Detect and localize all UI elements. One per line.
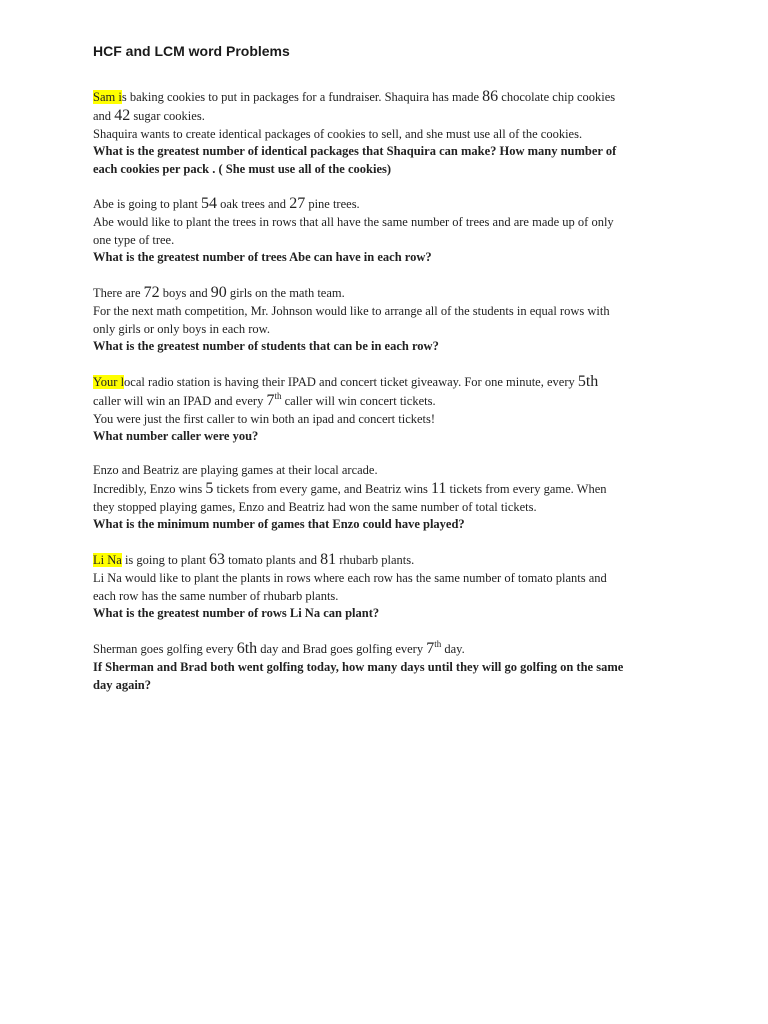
problem-text-line [93, 640, 678, 659]
number-value: 11 [431, 479, 447, 497]
question-text: What is the greatest number of trees Abe can have in each row? [93, 250, 432, 265]
number-value: 5th [577, 373, 599, 390]
problem-text-line [93, 195, 678, 214]
number-value: 7 [266, 391, 275, 409]
text-segment: caller will win an IPAD and every [93, 393, 267, 408]
text-segment: day and Brad goes golfing every [257, 642, 427, 656]
text-segment: Enzo and Beatriz are playing games at their local arcade. [93, 463, 378, 477]
word-problem [93, 88, 678, 179]
text-segment: each row has the same number of rhubarb plants. [93, 588, 339, 603]
number-value: 7 [426, 640, 435, 657]
highlighted-text: Li Na [93, 553, 122, 567]
problem-text-line [93, 232, 678, 250]
question-text: What is the minimum number of games that Enzo could have played? [93, 517, 465, 532]
word-problem [93, 551, 678, 623]
text-segment: For the next math competition, Mr. Johnson would like to arrange all of the students in equal rows with [93, 303, 610, 318]
text-segment: You were just the first caller to win both an ipad and concert tickets! [93, 411, 436, 426]
problem-text-line [93, 480, 678, 499]
highlighted-text: Your l [93, 375, 125, 389]
text-segment: tomato plants and [224, 553, 321, 567]
word-problem [93, 284, 678, 356]
text-segment: rhubarb plants. [336, 553, 415, 567]
problem-text-line [93, 588, 678, 606]
problem-text-line [93, 392, 678, 411]
question-text: If Sherman and Brad both went golfing today, how many days until they will go golfing on the same [93, 659, 624, 674]
text-segment: Abe is going to plant [93, 197, 201, 211]
problem-text-line [93, 411, 678, 429]
text-segment: pine trees. [305, 197, 360, 211]
text-segment: caller will win concert tickets. [281, 393, 436, 408]
problem-text-line [93, 214, 678, 232]
problem-text-line [93, 303, 678, 321]
problem-text-line [93, 551, 678, 570]
problem-text-line [93, 126, 678, 144]
highlighted-text: Sam i [93, 90, 122, 104]
ordinal-superscript: th [434, 639, 442, 649]
text-segment: day. [441, 642, 465, 656]
text-segment: Incredibly, Enzo wins [93, 481, 206, 496]
word-problem [93, 462, 678, 534]
number-value: 86 [482, 88, 499, 105]
word-problem [93, 640, 678, 694]
text-segment: Abe would like to plant the trees in rows that all have the same number of trees and are made up of only [93, 214, 614, 229]
text-segment: oak trees and [216, 197, 290, 211]
text-segment: tickets from every game. When [446, 481, 607, 496]
question-text: What is the greatest number of identical packages that Shaquira can make? How many number of [93, 144, 617, 159]
text-segment: boys and [159, 286, 211, 300]
question-text: What is the greatest number of rows Li Na can plant? [93, 606, 380, 621]
text-segment: Li Na would like to plant the plants in rows where each row has the same number of tomato plants and [93, 570, 607, 585]
number-value: 72 [143, 284, 160, 301]
text-segment: s baking cookies to put in packages for a fundraiser. Shaquira has made [121, 90, 483, 104]
text-segment: Sherman goes golfing every [93, 642, 237, 656]
word-problem [93, 373, 678, 446]
ordinal-superscript: th [274, 390, 282, 401]
number-value: 6th [236, 640, 258, 657]
number-value: 27 [289, 195, 306, 212]
problem-text-line [93, 284, 678, 303]
number-value: 90 [210, 284, 227, 301]
text-segment: girls on the math team. [226, 286, 345, 300]
text-segment: chocolate chip cookies [498, 90, 616, 104]
question-text: What number caller were you? [93, 429, 259, 444]
text-segment: they stopped playing games, Enzo and Beatriz had won the same number of total tickets. [93, 499, 537, 514]
word-problem [93, 195, 678, 267]
text-segment: Shaquira wants to create identical packages of cookies to sell, and she must use all of the cookies. [93, 126, 583, 141]
number-value: 42 [114, 106, 131, 124]
number-value: 54 [200, 195, 217, 212]
problem-text-line [93, 107, 678, 126]
question-text: What is the greatest number of students that can be in each row? [93, 339, 439, 354]
problem-text-line [93, 462, 678, 480]
question-text: day again? [93, 677, 152, 692]
number-value: 5 [205, 479, 214, 497]
problem-text-line [93, 570, 678, 588]
text-segment: one type of tree. [93, 232, 175, 247]
text-segment: sugar cookies. [130, 108, 205, 123]
problem-text-line [93, 373, 678, 392]
problem-text-line [93, 88, 678, 107]
text-segment: is going to plant [121, 553, 209, 567]
number-value: 81 [320, 551, 337, 568]
number-value: 63 [208, 551, 225, 568]
text-segment: only girls or only boys in each row. [93, 321, 270, 336]
text-segment: tickets from every game, and Beatriz wins [213, 481, 431, 496]
question-text: each cookies per pack . ( She must use all of the cookies) [93, 162, 392, 177]
problem-text-line [93, 499, 678, 517]
text-segment: and [93, 108, 115, 123]
text-segment: There are [93, 286, 144, 300]
document-title: HCF and LCM word Problems [93, 43, 290, 59]
text-segment: ocal radio station is having their IPAD and concert ticket giveaway. For one minute, every [124, 375, 578, 389]
problem-text-line [93, 321, 678, 339]
